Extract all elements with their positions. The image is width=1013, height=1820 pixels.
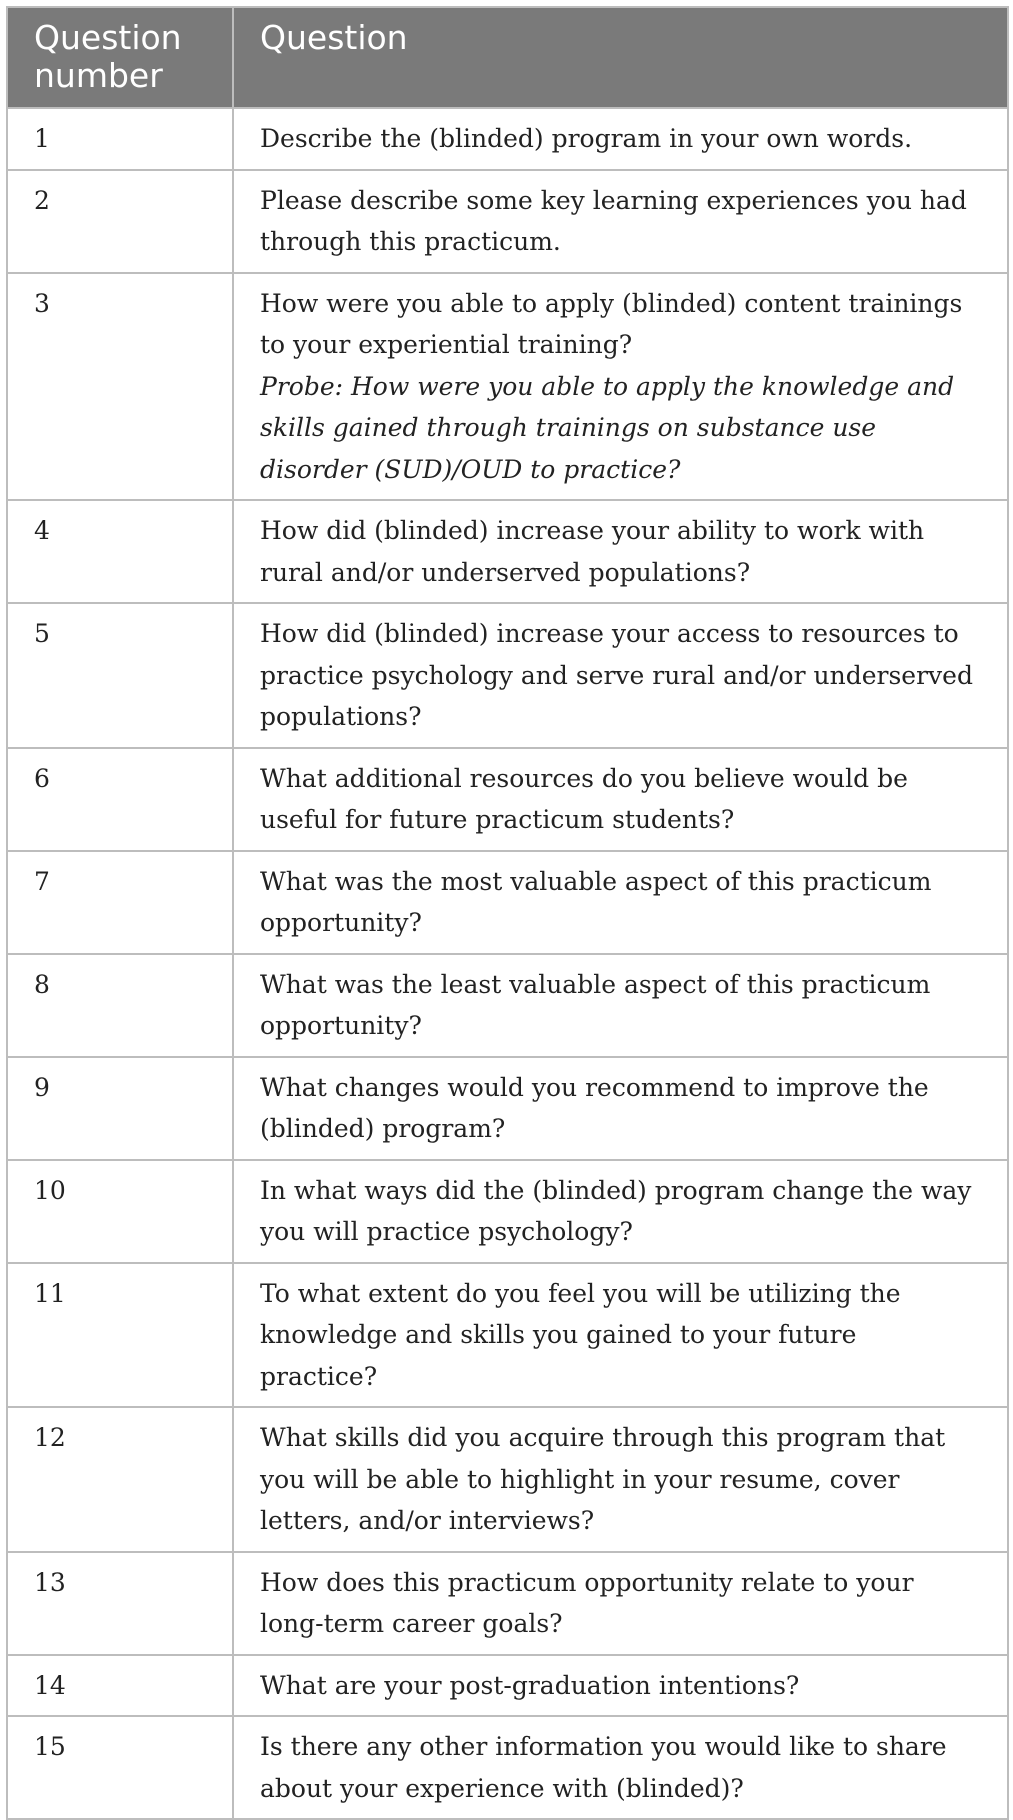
table-row [7, 108, 1008, 170]
table-header [7, 7, 1008, 108]
table-row [7, 1552, 1008, 1655]
question-text: What are your post-graduation intentions? [233, 1655, 1008, 1717]
question-text: How were you able to apply (blinded) content trainings to your experiential training? [260, 288, 963, 359]
question-text: What was the most valuable aspect of this practicum opportunity? [233, 851, 1008, 954]
question-number: 3 [7, 273, 233, 501]
question-text: Is there any other information you would like to share about your experience with (blinded)? [233, 1716, 1008, 1819]
question-text: To what extent do you feel you will be utilizing the knowledge and skills you gained to your future practice? [233, 1263, 1008, 1408]
table-row [7, 954, 1008, 1057]
question-cell [233, 273, 1008, 501]
header-question-number: Question number [7, 7, 233, 108]
table-row [7, 1655, 1008, 1717]
table-row [7, 851, 1008, 954]
question-number: 12 [7, 1407, 233, 1552]
question-number: 9 [7, 1057, 233, 1160]
question-text: How does this practicum opportunity relate to your long-term career goals? [233, 1552, 1008, 1655]
header-question: Question [233, 7, 1008, 108]
question-number: 1 [7, 108, 233, 170]
probe-text: Probe: How were you able to apply the knowledge and skills gained through trainings on substance use disorder (SUD)/OUD to practice? [260, 371, 955, 484]
table-row [7, 170, 1008, 273]
table-row [7, 603, 1008, 748]
table-row [7, 273, 1008, 501]
question-number: 13 [7, 1552, 233, 1655]
question-text: What additional resources do you believe would be useful for future practicum students? [233, 748, 1008, 851]
table-row [7, 500, 1008, 603]
question-number: 6 [7, 748, 233, 851]
question-number: 15 [7, 1716, 233, 1819]
question-number: 11 [7, 1263, 233, 1408]
table-row [7, 1263, 1008, 1408]
table-row [7, 1160, 1008, 1263]
question-text: Please describe some key learning experiences you had through this practicum. [233, 170, 1008, 273]
question-text: What was the least valuable aspect of this practicum opportunity? [233, 954, 1008, 1057]
question-text: Describe the (blinded) program in your own words. [233, 108, 1008, 170]
header-row [7, 7, 1008, 108]
question-number: 10 [7, 1160, 233, 1263]
question-number: 5 [7, 603, 233, 748]
question-text: How did (blinded) increase your ability to work with rural and/or underserved populations? [233, 500, 1008, 603]
question-text: What skills did you acquire through this program that you will be able to highlight in your resume, cover letters, and/or interviews? [233, 1407, 1008, 1552]
question-text: What changes would you recommend to improve the (blinded) program? [233, 1057, 1008, 1160]
table-row [7, 1057, 1008, 1160]
question-number: 2 [7, 170, 233, 273]
table-row [7, 748, 1008, 851]
question-number: 14 [7, 1655, 233, 1717]
question-text: In what ways did the (blinded) program change the way you will practice psychology? [233, 1160, 1008, 1263]
question-text: How did (blinded) increase your access to resources to practice psychology and serve rural and/or underserved populations? [233, 603, 1008, 748]
question-number: 4 [7, 500, 233, 603]
table-body [7, 108, 1008, 1819]
table-row [7, 1716, 1008, 1819]
questions-table [6, 6, 1009, 1820]
table-row [7, 1407, 1008, 1552]
question-number: 8 [7, 954, 233, 1057]
question-number: 7 [7, 851, 233, 954]
